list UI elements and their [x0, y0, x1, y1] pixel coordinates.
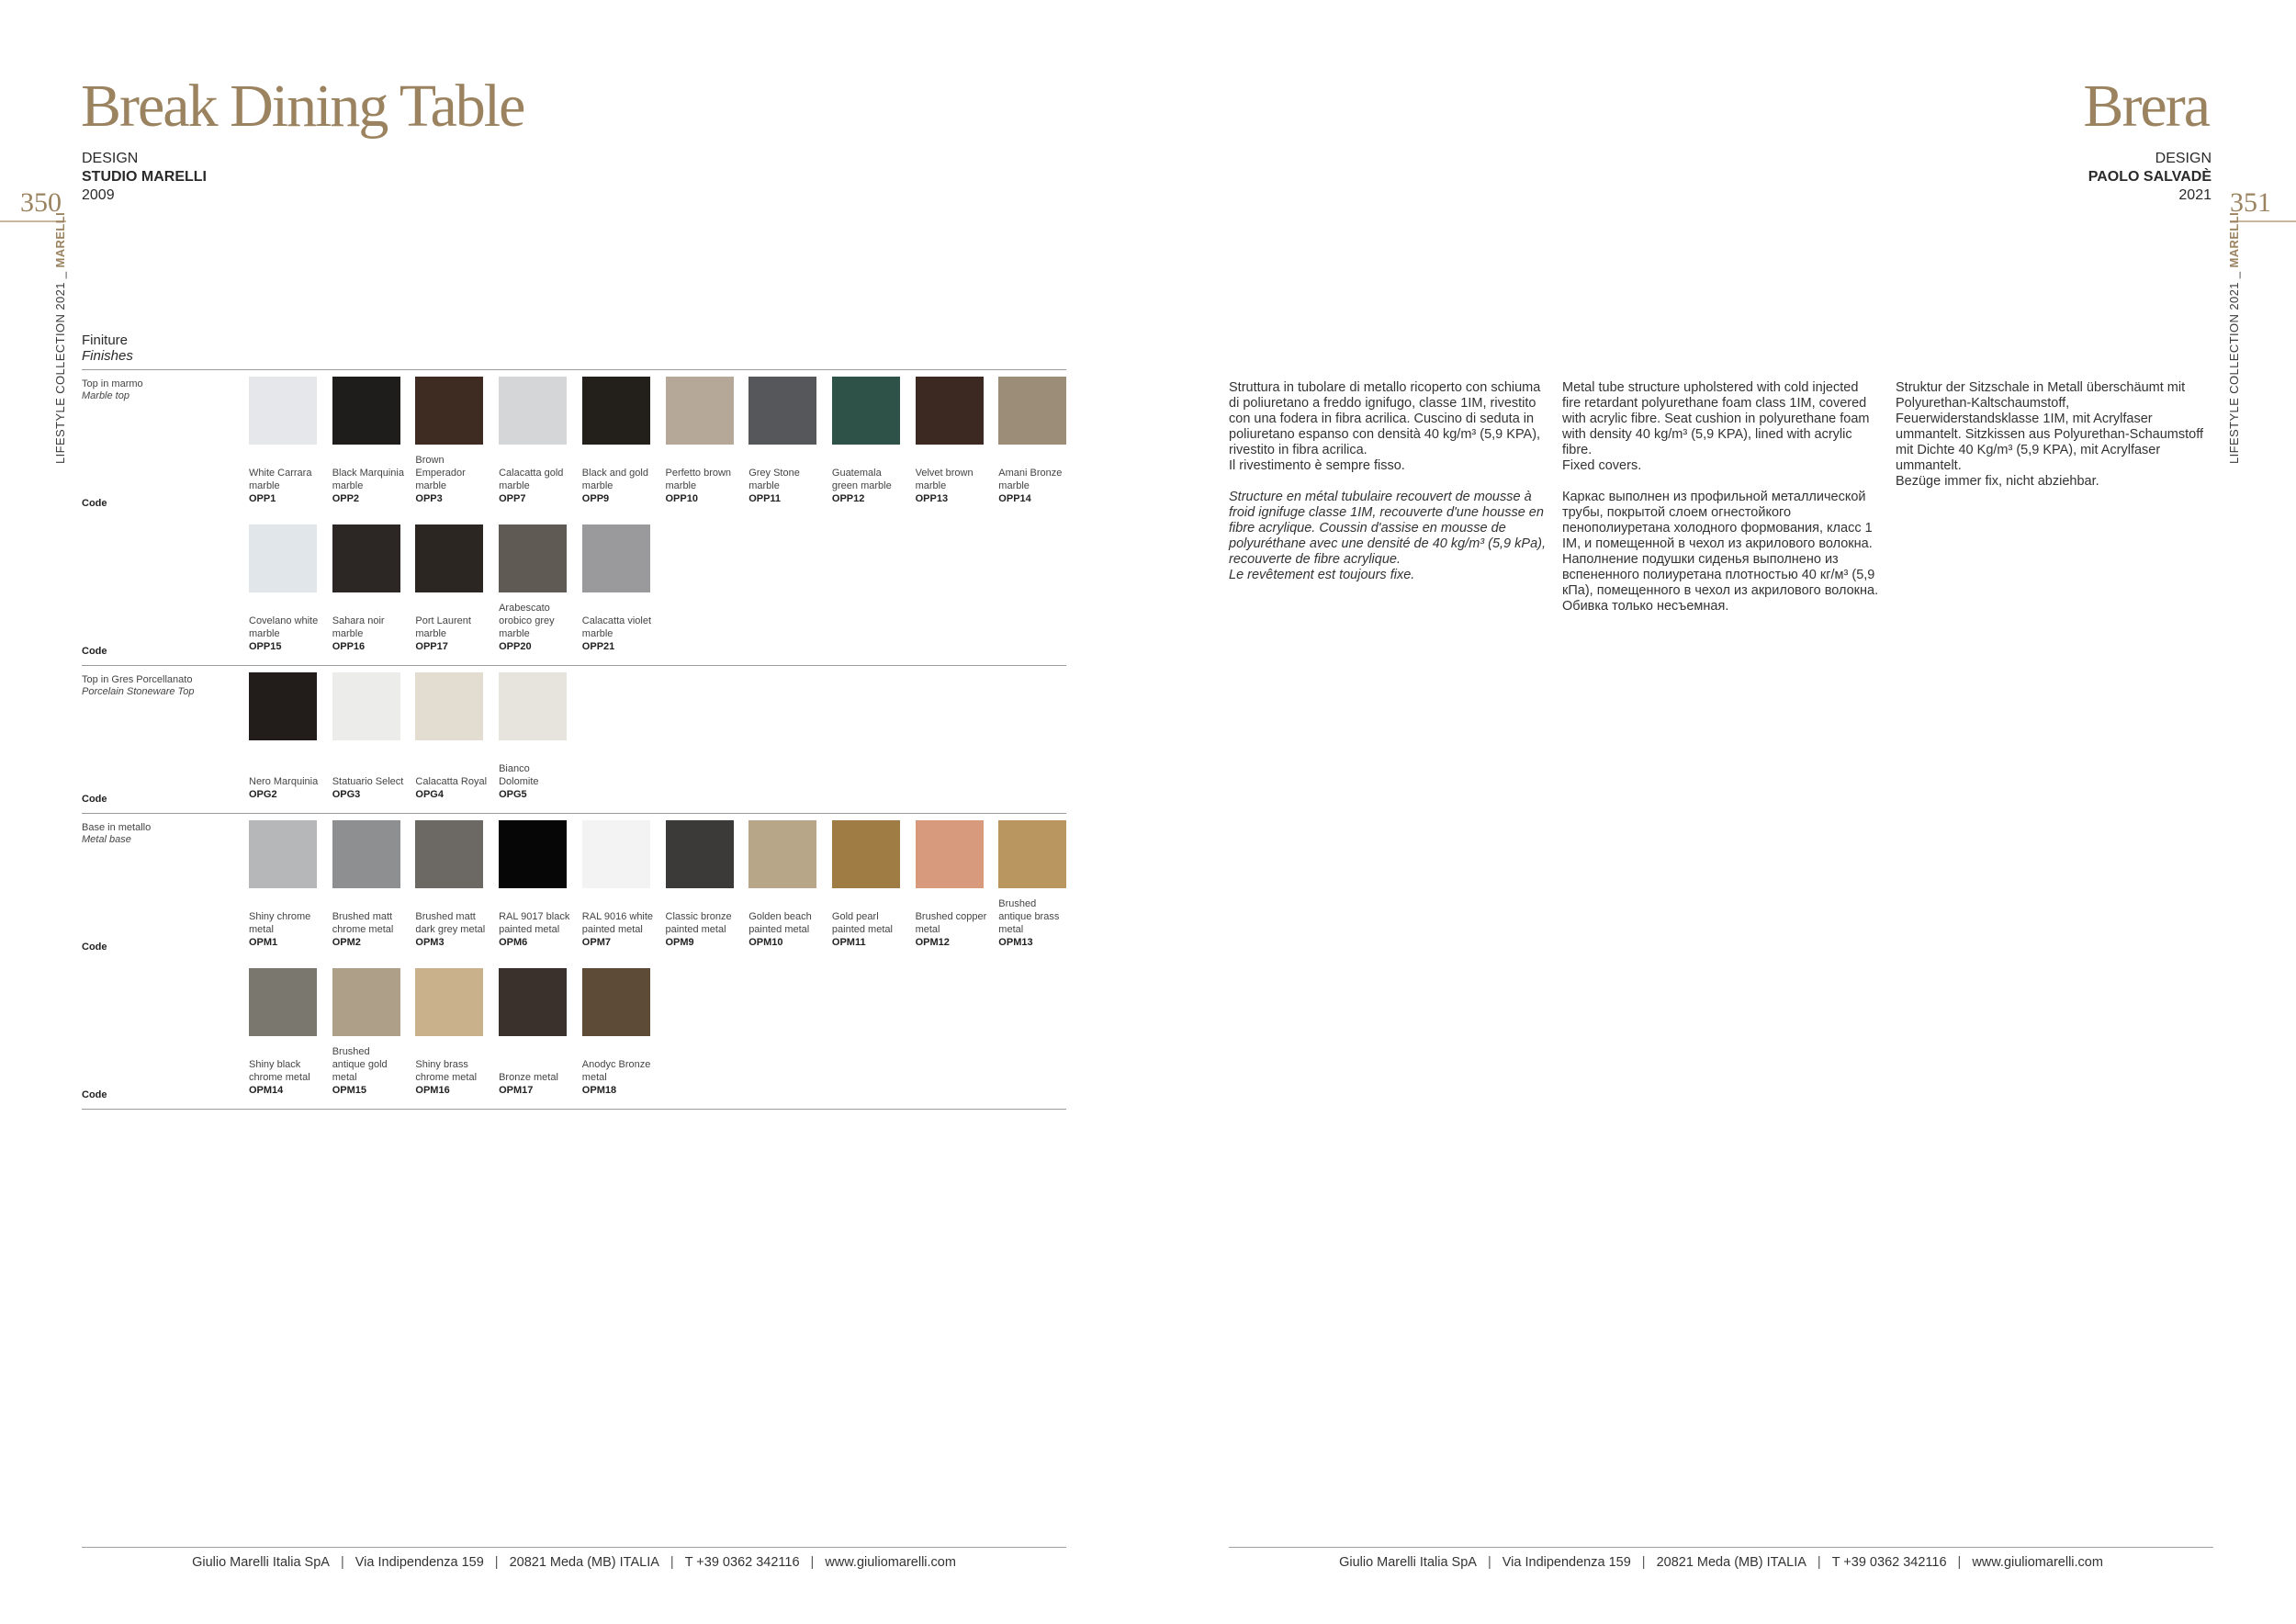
- finish-item: [249, 1058, 322, 1097]
- finish-item: [415, 1058, 489, 1097]
- finish-name: Gold pearl painted metal: [831, 911, 893, 935]
- finish-name: Perfetto brown marble: [665, 468, 732, 491]
- finish-name: Brushed copper metal: [915, 911, 987, 935]
- left-side-tab: [53, 212, 67, 464]
- finish-swatch[interactable]: [415, 820, 483, 888]
- finish-name: White Carrara marble: [249, 468, 312, 491]
- finish-code: OPP15: [249, 641, 282, 652]
- finish-item: [666, 467, 739, 505]
- left-footer-address: Via Indipendenza 159: [355, 1555, 484, 1570]
- finish-item: [332, 775, 406, 801]
- finish-name: Shiny brass chrome metal: [415, 1059, 478, 1083]
- finish-item: [916, 910, 989, 949]
- left-footer: Giulio Marelli Italia SpA | Via Indipendenza 159 | 20821 Meda (MB) ITALIA | T +39 0362 342116 | www.giuliomarelli.com: [192, 1555, 956, 1570]
- finish-name: RAL 9017 black painted metal: [499, 911, 570, 935]
- finish-name: Brown Emperador marble: [415, 455, 466, 491]
- right-page-title: Brera: [2083, 73, 2209, 140]
- finish-swatch[interactable]: [332, 820, 400, 888]
- finish-swatch[interactable]: [666, 377, 734, 445]
- section-divider: [82, 813, 1066, 814]
- left-designer: STUDIO MARELLI: [82, 169, 207, 185]
- section-label-en: Metal base: [82, 834, 131, 845]
- section-label: [82, 674, 238, 698]
- section-label: [82, 822, 238, 846]
- finish-name: Shiny black chrome metal: [249, 1059, 310, 1083]
- finish-item: [998, 897, 1072, 949]
- description-it: Struttura in tubolare di metallo ricoperto con schiuma di poliuretano a freddo ignifugo, classe 1IM, rivestito con una fodera in fibra acrilica. Cuscino di seduta in poliuretano espanso con densità 40 kg/m³ (5,9 KPA), rivestito in fibra acrilica.: [1229, 380, 1541, 457]
- finish-code: OPP11: [748, 493, 782, 504]
- right-designer: PAOLO SALVADÈ: [2088, 169, 2212, 185]
- finish-name: Bronze metal: [499, 1072, 558, 1083]
- left-design-label: DESIGN: [82, 151, 139, 166]
- finish-item: [582, 467, 656, 505]
- description-en: Metal tube structure upholstered with cold injected fire retardant polyurethane foam class 1IM, covered with acrylic fibre. Seat cushion in polyurethane foam with density 40 kg/m³ (5,9 KPA), lined with acrylic fibre.: [1562, 380, 1870, 457]
- left-page-number: 350: [20, 187, 62, 218]
- finish-code: OPG4: [415, 789, 444, 800]
- finish-item: [249, 910, 322, 949]
- finish-code: OPG2: [249, 789, 277, 800]
- section-label-it: Base in metallo: [82, 822, 152, 833]
- finish-code: OPM10: [748, 937, 783, 948]
- left-side-brand: MARELLI: [53, 211, 67, 268]
- finish-code: OPP16: [332, 641, 366, 652]
- finish-item: [832, 910, 906, 949]
- section-label-it: Top in Gres Porcellanato: [82, 674, 193, 685]
- finish-swatch[interactable]: [249, 968, 317, 1036]
- finishes-heading: [82, 333, 133, 364]
- description-fr-note: Le revêtement est toujours fixe.: [1229, 568, 1415, 582]
- finish-name: Brushed matt chrome metal: [332, 911, 394, 935]
- left-year: 2009: [82, 187, 115, 203]
- finish-item: [249, 775, 322, 801]
- finish-item: [582, 910, 656, 949]
- finish-swatch[interactable]: [249, 524, 317, 592]
- left-footer-company: Giulio Marelli Italia SpA: [192, 1555, 330, 1570]
- description-ru: Каркас выполнен из профильной металлической трубы, покрытой слоем огнестойкого пенополиуретана холодного формования, класс 1 IM, и помещенной в чехол из акрилового волокна. Наполнение подушки сиденья выполнено из вспененного полиуретана плотностью 40 кг/м³ (5,9 кПа), помещенного в чехол из акрилового волокна.: [1562, 490, 1879, 598]
- finish-code: OPP2: [332, 493, 360, 504]
- finish-item: [666, 910, 739, 949]
- finish-name: Shiny chrome metal: [249, 911, 311, 935]
- finish-swatch[interactable]: [415, 968, 483, 1036]
- finish-name: Brushed matt dark grey metal: [415, 911, 486, 935]
- finish-swatch[interactable]: [332, 524, 400, 592]
- finish-swatch[interactable]: [249, 820, 317, 888]
- finish-code: OPM14: [249, 1085, 284, 1096]
- code-label: Code: [82, 646, 107, 657]
- finish-code: OPP9: [581, 493, 610, 504]
- finish-code: OPM15: [332, 1085, 366, 1096]
- finish-code: OPM17: [499, 1085, 534, 1096]
- finish-item: [998, 467, 1072, 505]
- finish-swatch[interactable]: [748, 377, 816, 445]
- description-en-note: Fixed covers.: [1562, 458, 1642, 473]
- section-label-it: Top in marmo: [82, 378, 143, 389]
- finish-code: OPP14: [998, 493, 1031, 504]
- finish-name: Calacatta Royal: [415, 776, 488, 787]
- finish-code: OPP13: [915, 493, 949, 504]
- left-footer-phone: T +39 0362 342116: [684, 1555, 800, 1570]
- right-footer-city: 20821 Meda (MB) ITALIA: [1656, 1555, 1806, 1570]
- finish-item: [499, 910, 572, 949]
- finish-name: Grey Stone marble: [748, 468, 800, 491]
- finish-swatch[interactable]: [832, 820, 900, 888]
- finish-code: OPP20: [499, 641, 532, 652]
- right-footer-rule: [1229, 1547, 2213, 1548]
- description-col-de: [1896, 380, 2212, 505]
- finish-swatch[interactable]: [332, 968, 400, 1036]
- finish-swatch[interactable]: [415, 377, 483, 445]
- finish-code: OPM3: [415, 937, 445, 948]
- right-year: 2021: [2178, 187, 2212, 203]
- finish-swatch[interactable]: [582, 968, 650, 1036]
- code-label: Code: [82, 794, 107, 805]
- finish-item: [748, 467, 822, 505]
- finish-swatch[interactable]: [332, 672, 400, 740]
- finish-name: Black Marquinia marble: [332, 468, 404, 491]
- finish-item: [499, 762, 572, 801]
- finish-swatch[interactable]: [415, 672, 483, 740]
- left-footer-city: 20821 Meda (MB) ITALIA: [509, 1555, 659, 1570]
- finish-code: OPM16: [415, 1085, 450, 1096]
- finish-swatch[interactable]: [582, 377, 650, 445]
- finish-name: Nero Marquinia: [249, 776, 319, 787]
- finish-swatch[interactable]: [832, 377, 900, 445]
- finish-name: Amani Bronze marble: [998, 468, 1063, 491]
- finish-name: Guatemala green marble: [831, 468, 892, 491]
- finish-swatch[interactable]: [249, 377, 317, 445]
- finish-item: [499, 467, 572, 505]
- finish-name: Brushed antique gold metal: [332, 1046, 388, 1083]
- finish-swatch[interactable]: [499, 672, 567, 740]
- finish-item: [748, 910, 822, 949]
- finish-code: OPP1: [249, 493, 276, 504]
- finish-name: Sahara noir marble: [332, 615, 385, 639]
- right-design-block: [2088, 150, 2212, 205]
- description-ru-note: Обивка только несъемная.: [1562, 599, 1729, 614]
- finish-name: Black and gold marble: [581, 468, 648, 491]
- section-label-en: Porcelain Stoneware Top: [82, 686, 195, 697]
- finish-name: Calacatta gold marble: [499, 468, 564, 491]
- right-design-label: DESIGN: [2155, 151, 2212, 166]
- finish-name: Velvet brown marble: [915, 468, 974, 491]
- finish-swatch[interactable]: [332, 377, 400, 445]
- finish-item: [332, 1045, 406, 1097]
- finish-swatch[interactable]: [748, 820, 816, 888]
- finish-code: OPM1: [249, 937, 278, 948]
- finish-item: [499, 602, 572, 653]
- finish-code: OPM12: [915, 937, 950, 948]
- description-it-note: Il rivestimento è sempre fisso.: [1229, 458, 1405, 473]
- finish-swatch[interactable]: [499, 377, 567, 445]
- finish-swatch[interactable]: [499, 968, 567, 1036]
- finish-item: [249, 467, 322, 505]
- finish-code: OPP10: [665, 493, 698, 504]
- finish-name: Port Laurent marble: [415, 615, 471, 639]
- finish-swatch[interactable]: [666, 820, 734, 888]
- right-footer-company: Giulio Marelli Italia SpA: [1339, 1555, 1477, 1570]
- finish-item: [332, 467, 406, 505]
- finish-name: Brushed antique brass metal: [998, 898, 1060, 935]
- finish-swatch[interactable]: [998, 377, 1066, 445]
- section-label: [82, 378, 238, 402]
- finish-code: OPM9: [665, 937, 694, 948]
- right-footer-address: Via Indipendenza 159: [1502, 1555, 1631, 1570]
- right-footer: Giulio Marelli Italia SpA | Via Indipendenza 159 | 20821 Meda (MB) ITALIA | T +39 0362 342116 | www.giuliomarelli.com: [1339, 1555, 2103, 1570]
- finish-swatch[interactable]: [916, 377, 984, 445]
- right-side-tab: [2227, 212, 2241, 464]
- right-footer-website[interactable]: www.giuliomarelli.com: [1972, 1555, 2103, 1570]
- finish-code: OPM13: [998, 937, 1033, 948]
- finish-item: [916, 467, 989, 505]
- section-label-en: Marble top: [82, 390, 129, 401]
- description-col-it-fr: [1229, 380, 1546, 599]
- finish-code: OPP21: [581, 641, 615, 652]
- finish-code: OPP12: [831, 493, 865, 504]
- finish-code: OPP17: [415, 641, 448, 652]
- finish-name: Statuario Select: [332, 776, 404, 787]
- finish-code: OPM6: [499, 937, 528, 948]
- finish-swatch[interactable]: [998, 820, 1066, 888]
- description-fr: Structure en métal tubulaire recouvert de mousse à froid ignifuge classe 1IM, recouverte d'une housse en fibre acrylique. Coussin d'assise en mousse de polyuréthane avec une densité de 40 kg/m³ (5,9 kPa), recouverte de fibre acrylique.: [1229, 490, 1546, 567]
- right-page-number: 351: [2230, 187, 2271, 218]
- finish-item: [582, 1058, 656, 1097]
- right-footer-phone: T +39 0362 342116: [1831, 1555, 1947, 1570]
- finish-swatch[interactable]: [916, 820, 984, 888]
- right-side-collection: LIFESTYLE COLLECTION 2021 _: [2227, 267, 2241, 464]
- description-de-note: Bezüge immer fix, nicht abziehbar.: [1896, 474, 2099, 489]
- finish-item: [582, 615, 656, 653]
- finish-swatch[interactable]: [249, 672, 317, 740]
- finish-name: Classic bronze painted metal: [665, 911, 732, 935]
- finishes-title: Finiture: [82, 333, 129, 348]
- finish-item: [415, 454, 489, 505]
- finish-name: Anodyc Bronze metal: [581, 1059, 651, 1083]
- right-side-brand: MARELLI: [2227, 211, 2241, 268]
- finish-item: [415, 775, 489, 801]
- finish-code: OPP3: [415, 493, 443, 504]
- description-de: Struktur der Sitzschale in Metall überschäumt mit Polyurethan-Kaltschaumstoff, Feuerwiderstandsklasse 1IM, mit Acrylfaser ummantelt. Sitzkissen aus Polyurethan-Schaumstoff mit Dichte 40 Kg/m³ (5,9 KPA), mit Acrylfaser ummantelt.: [1896, 380, 2204, 473]
- section-divider: [82, 1109, 1066, 1110]
- finish-name: RAL 9016 white painted metal: [581, 911, 654, 935]
- left-footer-rule: [82, 1547, 1066, 1548]
- finish-name: Golden beach painted metal: [748, 911, 812, 935]
- finish-name: Bianco Dolomite: [499, 763, 539, 787]
- finish-swatch[interactable]: [415, 524, 483, 592]
- finish-swatch[interactable]: [582, 524, 650, 592]
- left-side-collection: LIFESTYLE COLLECTION 2021 _: [53, 267, 67, 464]
- finish-item: [499, 1071, 572, 1097]
- left-footer-website[interactable]: www.giuliomarelli.com: [825, 1555, 956, 1570]
- finish-item: [415, 615, 489, 653]
- finish-code: OPM7: [581, 937, 611, 948]
- finish-swatch[interactable]: [582, 820, 650, 888]
- finish-item: [332, 910, 406, 949]
- finish-code: OPM18: [581, 1085, 617, 1096]
- finish-name: Arabescato orobico grey marble: [499, 603, 555, 639]
- left-design-block: [82, 150, 207, 205]
- finish-code: OPG3: [332, 789, 361, 800]
- finish-code: OPP7: [499, 493, 526, 504]
- finishes-subtitle: Finishes: [82, 348, 133, 364]
- code-label: Code: [82, 942, 107, 953]
- code-label: Code: [82, 1089, 107, 1100]
- section-divider: [82, 369, 1066, 370]
- finish-code: OPM2: [332, 937, 361, 948]
- finish-swatch[interactable]: [499, 524, 567, 592]
- finish-item: [832, 467, 906, 505]
- finish-code: OPG5: [499, 789, 527, 800]
- finish-item: [249, 615, 322, 653]
- finish-name: Calacatta violet marble: [581, 615, 652, 639]
- finish-code: OPM11: [831, 937, 866, 948]
- code-label: Code: [82, 498, 107, 509]
- finish-item: [332, 615, 406, 653]
- left-page-title: Break Dining Table: [81, 73, 524, 140]
- finish-swatch[interactable]: [499, 820, 567, 888]
- finish-item: [415, 910, 489, 949]
- description-col-en-ru: [1562, 380, 1879, 630]
- finish-name: Covelano white marble: [249, 615, 319, 639]
- section-divider: [82, 665, 1066, 666]
